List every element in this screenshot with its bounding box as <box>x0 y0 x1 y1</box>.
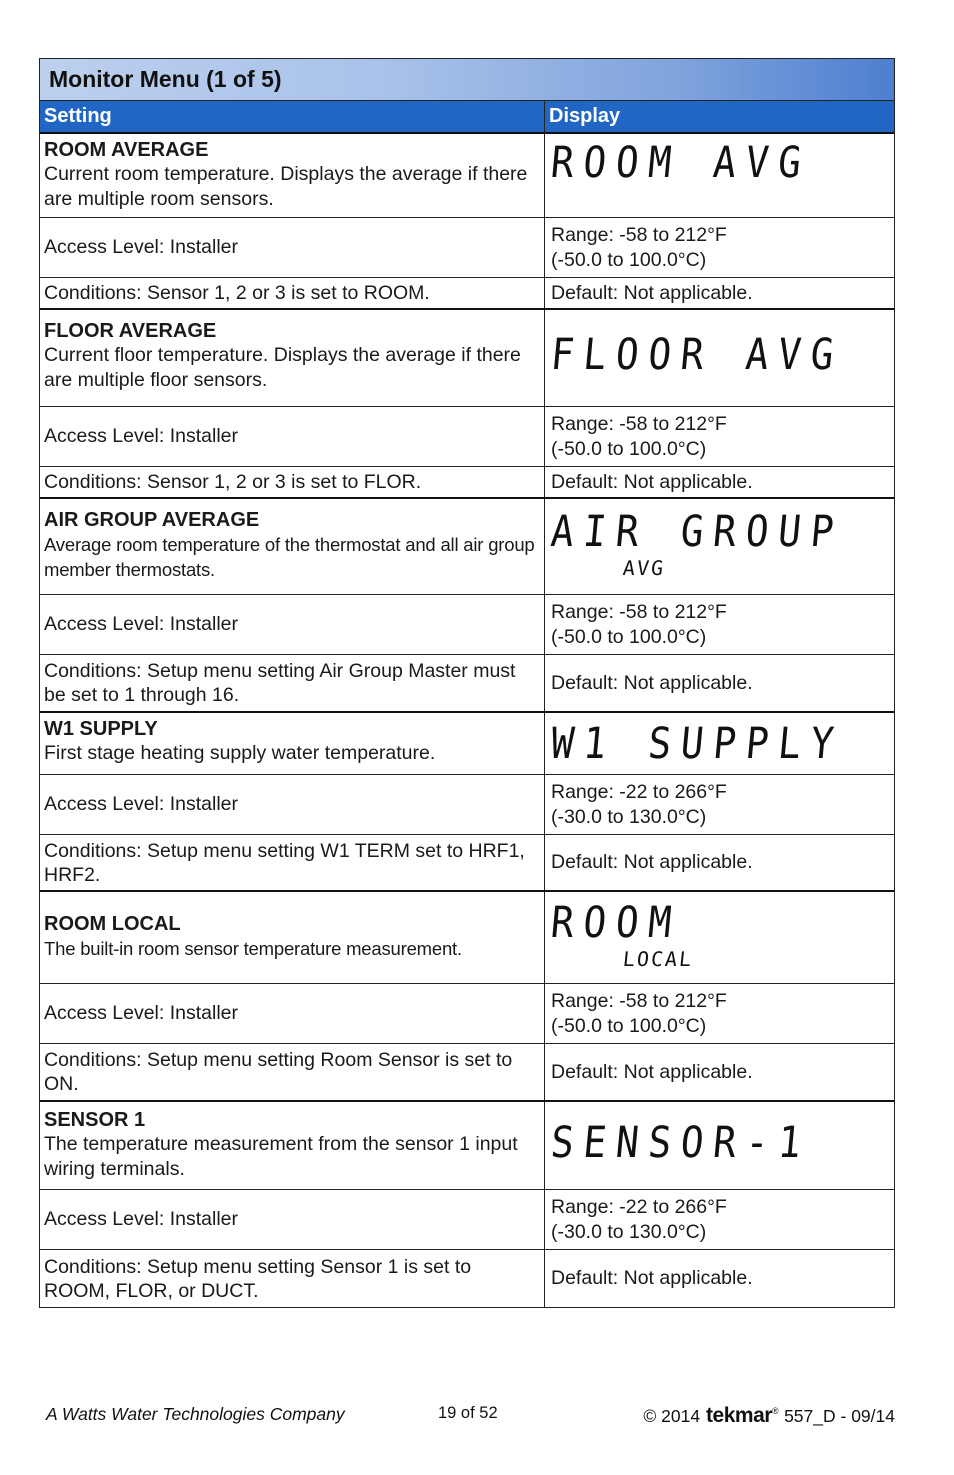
default-text: Default: Not applicable. <box>551 1267 753 1289</box>
column-header-row <box>40 101 894 134</box>
range-celsius: (-50.0 to 100.0°C) <box>551 625 707 648</box>
range-fahrenheit: Range: -58 to 212°F <box>551 412 727 435</box>
access-level: Access Level: Installer <box>40 775 545 834</box>
brand-name: tekmar <box>706 1404 772 1427</box>
monitor-menu-table <box>39 58 895 1308</box>
access-row <box>40 1190 894 1250</box>
footer-company: A Watts Water Technologies Company <box>46 1404 345 1424</box>
access-level: Access Level: Installer <box>40 595 545 654</box>
column-header-setting: Setting <box>40 101 545 132</box>
access-level: Access Level: Installer <box>40 407 545 466</box>
setting-description: Current room temperature. Displays the average if there are multiple room sensors. <box>44 163 528 210</box>
conditions-row <box>40 1250 894 1307</box>
setting-description: The temperature measurement from the sensor 1 input wiring terminals. <box>44 1133 518 1180</box>
registered-mark: ® <box>771 1406 779 1416</box>
footer-doc-number: 557_D - 09/14 <box>784 1405 895 1426</box>
footer-copyright: © 2014 <box>643 1405 701 1426</box>
default-text: Default: Not applicable. <box>551 851 753 873</box>
conditions-row <box>40 835 894 892</box>
range-fahrenheit: Range: -22 to 266°F <box>551 1195 727 1218</box>
range-fahrenheit: Range: -58 to 212°F <box>551 989 727 1012</box>
setting-row-room-average <box>40 134 894 218</box>
lcd-display-text: SENSOR-1 <box>548 1118 814 1168</box>
setting-row-w1-supply <box>40 713 894 775</box>
lcd-display-subtext: LOCAL <box>621 947 695 971</box>
range-celsius: (-50.0 to 100.0°C) <box>551 437 707 460</box>
lcd-display-text: FLOOR AVG <box>548 330 846 380</box>
default-text: Default: Not applicable. <box>551 671 753 694</box>
access-row <box>40 595 894 655</box>
range-celsius: (-30.0 to 130.0°C) <box>551 805 707 828</box>
conditions-text: Conditions: Setup menu setting Room Sensor is set to ON. <box>40 1044 545 1100</box>
setting-description: First stage heating supply water temperature. <box>44 742 436 764</box>
setting-description: Current floor temperature. Displays the average if there are multiple floor sensors. <box>44 344 521 391</box>
lcd-display-text: W1 SUPPLY <box>548 719 846 769</box>
setting-name: AIR GROUP AVERAGE <box>44 509 260 531</box>
default-text: Default: Not applicable. <box>551 281 753 304</box>
default-text: Default: Not applicable. <box>551 470 753 493</box>
setting-name: ROOM LOCAL <box>44 913 181 935</box>
setting-row-air-group-average <box>40 499 894 595</box>
access-row <box>40 407 894 467</box>
range-fahrenheit: Range: -22 to 266°F <box>551 780 727 803</box>
access-level: Access Level: Installer <box>40 984 545 1043</box>
setting-row-room-local <box>40 892 894 984</box>
conditions-row <box>40 1044 894 1102</box>
column-header-display: Display <box>549 105 621 127</box>
setting-description: Average room temperature of the thermostat and all air group member thermostats. <box>44 534 535 580</box>
range-celsius: (-50.0 to 100.0°C) <box>551 248 707 271</box>
range-celsius: (-50.0 to 100.0°C) <box>551 1014 707 1037</box>
table-title: Monitor Menu (1 of 5) <box>49 66 282 92</box>
conditions-text: Conditions: Setup menu setting W1 TERM set to HRF1, HRF2. <box>40 835 545 890</box>
access-row <box>40 984 894 1044</box>
conditions-text: Conditions: Setup menu setting Air Group Master must be set to 1 through 16. <box>40 655 545 711</box>
conditions-row <box>40 655 894 713</box>
lcd-display-text: AIR GROUP <box>548 507 846 557</box>
access-level: Access Level: Installer <box>40 1190 545 1249</box>
brand-logo <box>706 1404 778 1428</box>
lcd-display-subtext: AVG <box>621 556 667 580</box>
footer-right <box>643 1404 895 1428</box>
access-row <box>40 775 894 835</box>
range-fahrenheit: Range: -58 to 212°F <box>551 600 727 623</box>
conditions-text: Conditions: Sensor 1, 2 or 3 is set to ROOM. <box>40 278 545 308</box>
conditions-row <box>40 467 894 499</box>
access-level: Access Level: Installer <box>40 218 545 277</box>
setting-name: SENSOR 1 <box>44 1109 146 1131</box>
setting-description: The built-in room sensor temperature measurement. <box>44 938 462 959</box>
setting-name: ROOM AVERAGE <box>44 139 209 161</box>
table-title-bar <box>40 59 894 101</box>
range-fahrenheit: Range: -58 to 212°F <box>551 223 727 246</box>
range-celsius: (-30.0 to 130.0°C) <box>551 1220 707 1243</box>
setting-row-sensor-1 <box>40 1102 894 1190</box>
conditions-text: Conditions: Sensor 1, 2 or 3 is set to FLOR. <box>40 467 545 497</box>
footer-page-number: 19 of 52 <box>438 1404 498 1422</box>
setting-name: W1 SUPPLY <box>44 718 158 740</box>
lcd-display-text: ROOM <box>548 898 684 948</box>
setting-name: FLOOR AVERAGE <box>44 320 217 342</box>
access-row <box>40 218 894 278</box>
lcd-display-text: ROOM AVG <box>548 138 814 188</box>
conditions-row <box>40 278 894 310</box>
setting-row-floor-average <box>40 310 894 407</box>
default-text: Default: Not applicable. <box>551 1060 753 1083</box>
conditions-text: Conditions: Setup menu setting Sensor 1 is set to ROOM, FLOR, or DUCT. <box>40 1250 545 1307</box>
